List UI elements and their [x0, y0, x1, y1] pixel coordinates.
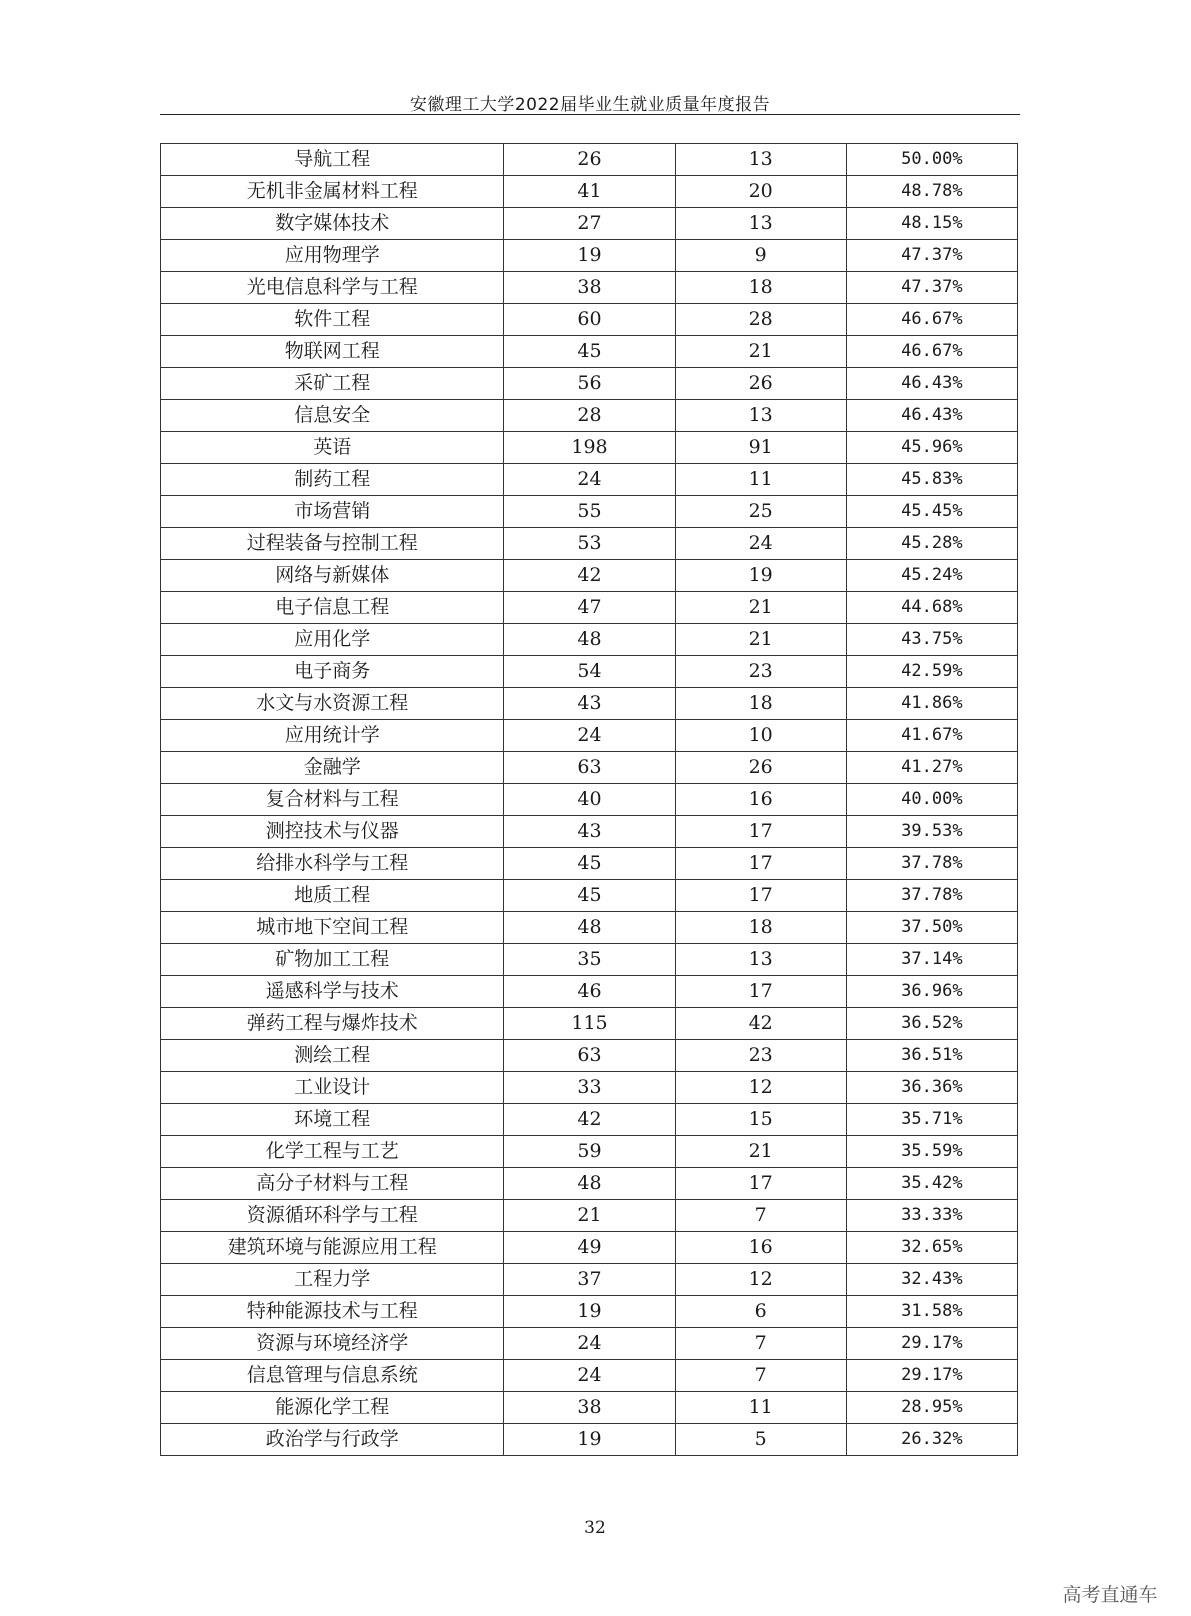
major-name-cell: 信息安全	[161, 400, 504, 432]
graduates-count-cell: 19	[504, 240, 675, 272]
percentage-cell: 33.33%	[846, 1200, 1017, 1232]
graduates-count-cell: 33	[504, 1072, 675, 1104]
count-cell: 16	[675, 1232, 846, 1264]
graduates-count-cell: 47	[504, 592, 675, 624]
table-row	[161, 528, 1018, 560]
graduates-count-cell: 48	[504, 624, 675, 656]
count-cell: 19	[675, 560, 846, 592]
table-row	[161, 1392, 1018, 1424]
table-row	[161, 1296, 1018, 1328]
graduates-count-cell: 24	[504, 464, 675, 496]
graduates-count-cell: 55	[504, 496, 675, 528]
header-divider	[160, 114, 1020, 115]
percentage-cell: 37.78%	[846, 880, 1017, 912]
major-name-cell: 弹药工程与爆炸技术	[161, 1008, 504, 1040]
major-name-cell: 采矿工程	[161, 368, 504, 400]
count-cell: 10	[675, 720, 846, 752]
percentage-cell: 45.28%	[846, 528, 1017, 560]
major-name-cell: 高分子材料与工程	[161, 1168, 504, 1200]
table-row	[161, 1328, 1018, 1360]
graduates-count-cell: 24	[504, 720, 675, 752]
major-name-cell: 矿物加工工程	[161, 944, 504, 976]
major-name-cell: 政治学与行政学	[161, 1424, 504, 1456]
count-cell: 18	[675, 688, 846, 720]
page-number: 32	[584, 1518, 606, 1538]
percentage-cell: 28.95%	[846, 1392, 1017, 1424]
percentage-cell: 41.86%	[846, 688, 1017, 720]
percentage-cell: 46.43%	[846, 368, 1017, 400]
count-cell: 12	[675, 1072, 846, 1104]
count-cell: 11	[675, 1392, 846, 1424]
graduates-count-cell: 54	[504, 656, 675, 688]
table-row	[161, 720, 1018, 752]
percentage-cell: 36.36%	[846, 1072, 1017, 1104]
major-name-cell: 物联网工程	[161, 336, 504, 368]
major-name-cell: 能源化学工程	[161, 1392, 504, 1424]
count-cell: 13	[675, 400, 846, 432]
percentage-cell: 44.68%	[846, 592, 1017, 624]
table-row	[161, 1040, 1018, 1072]
major-name-cell: 环境工程	[161, 1104, 504, 1136]
major-name-cell: 测绘工程	[161, 1040, 504, 1072]
table-row	[161, 848, 1018, 880]
major-name-cell: 过程装备与控制工程	[161, 528, 504, 560]
major-name-cell: 工业设计	[161, 1072, 504, 1104]
percentage-cell: 36.52%	[846, 1008, 1017, 1040]
count-cell: 6	[675, 1296, 846, 1328]
count-cell: 13	[675, 144, 846, 176]
table-row	[161, 368, 1018, 400]
count-cell: 11	[675, 464, 846, 496]
count-cell: 16	[675, 784, 846, 816]
major-name-cell: 导航工程	[161, 144, 504, 176]
graduates-count-cell: 27	[504, 208, 675, 240]
percentage-cell: 45.96%	[846, 432, 1017, 464]
major-name-cell: 应用统计学	[161, 720, 504, 752]
table-row	[161, 1008, 1018, 1040]
percentage-cell: 39.53%	[846, 816, 1017, 848]
table-row	[161, 560, 1018, 592]
graduates-count-cell: 38	[504, 272, 675, 304]
count-cell: 26	[675, 368, 846, 400]
graduates-count-cell: 63	[504, 752, 675, 784]
count-cell: 7	[675, 1200, 846, 1232]
percentage-cell: 35.59%	[846, 1136, 1017, 1168]
major-name-cell: 数字媒体技术	[161, 208, 504, 240]
table-body	[161, 144, 1018, 1456]
table-row	[161, 336, 1018, 368]
percentage-cell: 37.14%	[846, 944, 1017, 976]
percentage-cell: 41.27%	[846, 752, 1017, 784]
percentage-cell: 36.96%	[846, 976, 1017, 1008]
major-name-cell: 测控技术与仪器	[161, 816, 504, 848]
table-row	[161, 1424, 1018, 1456]
graduates-count-cell: 198	[504, 432, 675, 464]
percentage-cell: 45.24%	[846, 560, 1017, 592]
percentage-cell: 46.67%	[846, 304, 1017, 336]
table-row	[161, 432, 1018, 464]
count-cell: 9	[675, 240, 846, 272]
count-cell: 21	[675, 1136, 846, 1168]
percentage-cell: 43.75%	[846, 624, 1017, 656]
table-row	[161, 176, 1018, 208]
percentage-cell: 48.78%	[846, 176, 1017, 208]
percentage-cell: 42.59%	[846, 656, 1017, 688]
count-cell: 28	[675, 304, 846, 336]
major-name-cell: 金融学	[161, 752, 504, 784]
major-name-cell: 遥感科学与技术	[161, 976, 504, 1008]
count-cell: 7	[675, 1328, 846, 1360]
graduates-count-cell: 59	[504, 1136, 675, 1168]
major-name-cell: 应用物理学	[161, 240, 504, 272]
percentage-cell: 46.43%	[846, 400, 1017, 432]
table-row	[161, 688, 1018, 720]
percentage-cell: 37.78%	[846, 848, 1017, 880]
table-row	[161, 1136, 1018, 1168]
count-cell: 17	[675, 816, 846, 848]
percentage-cell: 29.17%	[846, 1328, 1017, 1360]
percentage-cell: 26.32%	[846, 1424, 1017, 1456]
graduates-count-cell: 24	[504, 1328, 675, 1360]
table-row	[161, 1232, 1018, 1264]
percentage-cell: 50.00%	[846, 144, 1017, 176]
graduates-count-cell: 28	[504, 400, 675, 432]
graduates-count-cell: 42	[504, 560, 675, 592]
count-cell: 25	[675, 496, 846, 528]
graduates-count-cell: 45	[504, 336, 675, 368]
graduates-count-cell: 35	[504, 944, 675, 976]
percentage-cell: 40.00%	[846, 784, 1017, 816]
graduates-count-cell: 19	[504, 1296, 675, 1328]
count-cell: 17	[675, 976, 846, 1008]
graduates-count-cell: 40	[504, 784, 675, 816]
table-row	[161, 272, 1018, 304]
count-cell: 20	[675, 176, 846, 208]
major-name-cell: 资源循环科学与工程	[161, 1200, 504, 1232]
graduates-count-cell: 42	[504, 1104, 675, 1136]
watermark-text: 高考直通车	[1062, 1584, 1158, 1606]
table-row	[161, 1264, 1018, 1296]
graduates-count-cell: 26	[504, 144, 675, 176]
percentage-cell: 35.42%	[846, 1168, 1017, 1200]
graduates-count-cell: 48	[504, 1168, 675, 1200]
percentage-cell: 32.65%	[846, 1232, 1017, 1264]
count-cell: 24	[675, 528, 846, 560]
major-name-cell: 电子信息工程	[161, 592, 504, 624]
percentage-cell: 45.83%	[846, 464, 1017, 496]
graduates-count-cell: 43	[504, 688, 675, 720]
major-name-cell: 无机非金属材料工程	[161, 176, 504, 208]
table-row	[161, 304, 1018, 336]
graduates-count-cell: 37	[504, 1264, 675, 1296]
percentage-cell: 47.37%	[846, 240, 1017, 272]
major-name-cell: 化学工程与工艺	[161, 1136, 504, 1168]
percentage-cell: 36.51%	[846, 1040, 1017, 1072]
count-cell: 17	[675, 848, 846, 880]
graduates-count-cell: 46	[504, 976, 675, 1008]
table-row	[161, 912, 1018, 944]
count-cell: 17	[675, 1168, 846, 1200]
table-row	[161, 944, 1018, 976]
major-name-cell: 水文与水资源工程	[161, 688, 504, 720]
count-cell: 5	[675, 1424, 846, 1456]
table-row	[161, 656, 1018, 688]
percentage-cell: 45.45%	[846, 496, 1017, 528]
table-row	[161, 1200, 1018, 1232]
table-row	[161, 240, 1018, 272]
major-name-cell: 建筑环境与能源应用工程	[161, 1232, 504, 1264]
major-name-cell: 制药工程	[161, 464, 504, 496]
graduates-count-cell: 41	[504, 176, 675, 208]
graduates-count-cell: 63	[504, 1040, 675, 1072]
graduates-count-cell: 43	[504, 816, 675, 848]
percentage-cell: 48.15%	[846, 208, 1017, 240]
table-row	[161, 1104, 1018, 1136]
table-row	[161, 496, 1018, 528]
graduates-count-cell: 45	[504, 880, 675, 912]
major-name-cell: 网络与新媒体	[161, 560, 504, 592]
major-name-cell: 资源与环境经济学	[161, 1328, 504, 1360]
count-cell: 13	[675, 208, 846, 240]
percentage-cell: 31.58%	[846, 1296, 1017, 1328]
table-row	[161, 784, 1018, 816]
count-cell: 18	[675, 912, 846, 944]
major-employment-table	[160, 143, 1018, 1456]
graduates-count-cell: 115	[504, 1008, 675, 1040]
count-cell: 13	[675, 944, 846, 976]
table-row	[161, 1072, 1018, 1104]
table-row	[161, 400, 1018, 432]
major-name-cell: 市场营销	[161, 496, 504, 528]
major-name-cell: 信息管理与信息系统	[161, 1360, 504, 1392]
graduates-count-cell: 45	[504, 848, 675, 880]
graduates-count-cell: 19	[504, 1424, 675, 1456]
table-row	[161, 816, 1018, 848]
percentage-cell: 29.17%	[846, 1360, 1017, 1392]
count-cell: 17	[675, 880, 846, 912]
count-cell: 26	[675, 752, 846, 784]
table-row	[161, 1360, 1018, 1392]
percentage-cell: 32.43%	[846, 1264, 1017, 1296]
major-name-cell: 软件工程	[161, 304, 504, 336]
table-row	[161, 1168, 1018, 1200]
count-cell: 7	[675, 1360, 846, 1392]
major-name-cell: 特种能源技术与工程	[161, 1296, 504, 1328]
table-row	[161, 208, 1018, 240]
count-cell: 42	[675, 1008, 846, 1040]
count-cell: 23	[675, 656, 846, 688]
table-row	[161, 976, 1018, 1008]
count-cell: 91	[675, 432, 846, 464]
graduates-count-cell: 21	[504, 1200, 675, 1232]
graduates-count-cell: 24	[504, 1360, 675, 1392]
major-name-cell: 应用化学	[161, 624, 504, 656]
count-cell: 23	[675, 1040, 846, 1072]
graduates-count-cell: 53	[504, 528, 675, 560]
table-row	[161, 464, 1018, 496]
graduates-count-cell: 38	[504, 1392, 675, 1424]
percentage-cell: 47.37%	[846, 272, 1017, 304]
major-name-cell: 给排水科学与工程	[161, 848, 504, 880]
table-row	[161, 752, 1018, 784]
graduates-count-cell: 49	[504, 1232, 675, 1264]
graduates-count-cell: 60	[504, 304, 675, 336]
report-title: 安徽理工大学2022届毕业生就业质量年度报告	[409, 95, 771, 115]
percentage-cell: 46.67%	[846, 336, 1017, 368]
table-row	[161, 592, 1018, 624]
major-name-cell: 工程力学	[161, 1264, 504, 1296]
major-name-cell: 复合材料与工程	[161, 784, 504, 816]
count-cell: 15	[675, 1104, 846, 1136]
percentage-cell: 35.71%	[846, 1104, 1017, 1136]
table-row	[161, 880, 1018, 912]
table-row	[161, 624, 1018, 656]
count-cell: 21	[675, 624, 846, 656]
count-cell: 12	[675, 1264, 846, 1296]
graduates-count-cell: 56	[504, 368, 675, 400]
graduates-count-cell: 48	[504, 912, 675, 944]
percentage-cell: 37.50%	[846, 912, 1017, 944]
major-name-cell: 城市地下空间工程	[161, 912, 504, 944]
major-name-cell: 英语	[161, 432, 504, 464]
count-cell: 21	[675, 592, 846, 624]
major-name-cell: 光电信息科学与工程	[161, 272, 504, 304]
table-row	[161, 144, 1018, 176]
count-cell: 21	[675, 336, 846, 368]
count-cell: 18	[675, 272, 846, 304]
major-name-cell: 电子商务	[161, 656, 504, 688]
major-name-cell: 地质工程	[161, 880, 504, 912]
percentage-cell: 41.67%	[846, 720, 1017, 752]
